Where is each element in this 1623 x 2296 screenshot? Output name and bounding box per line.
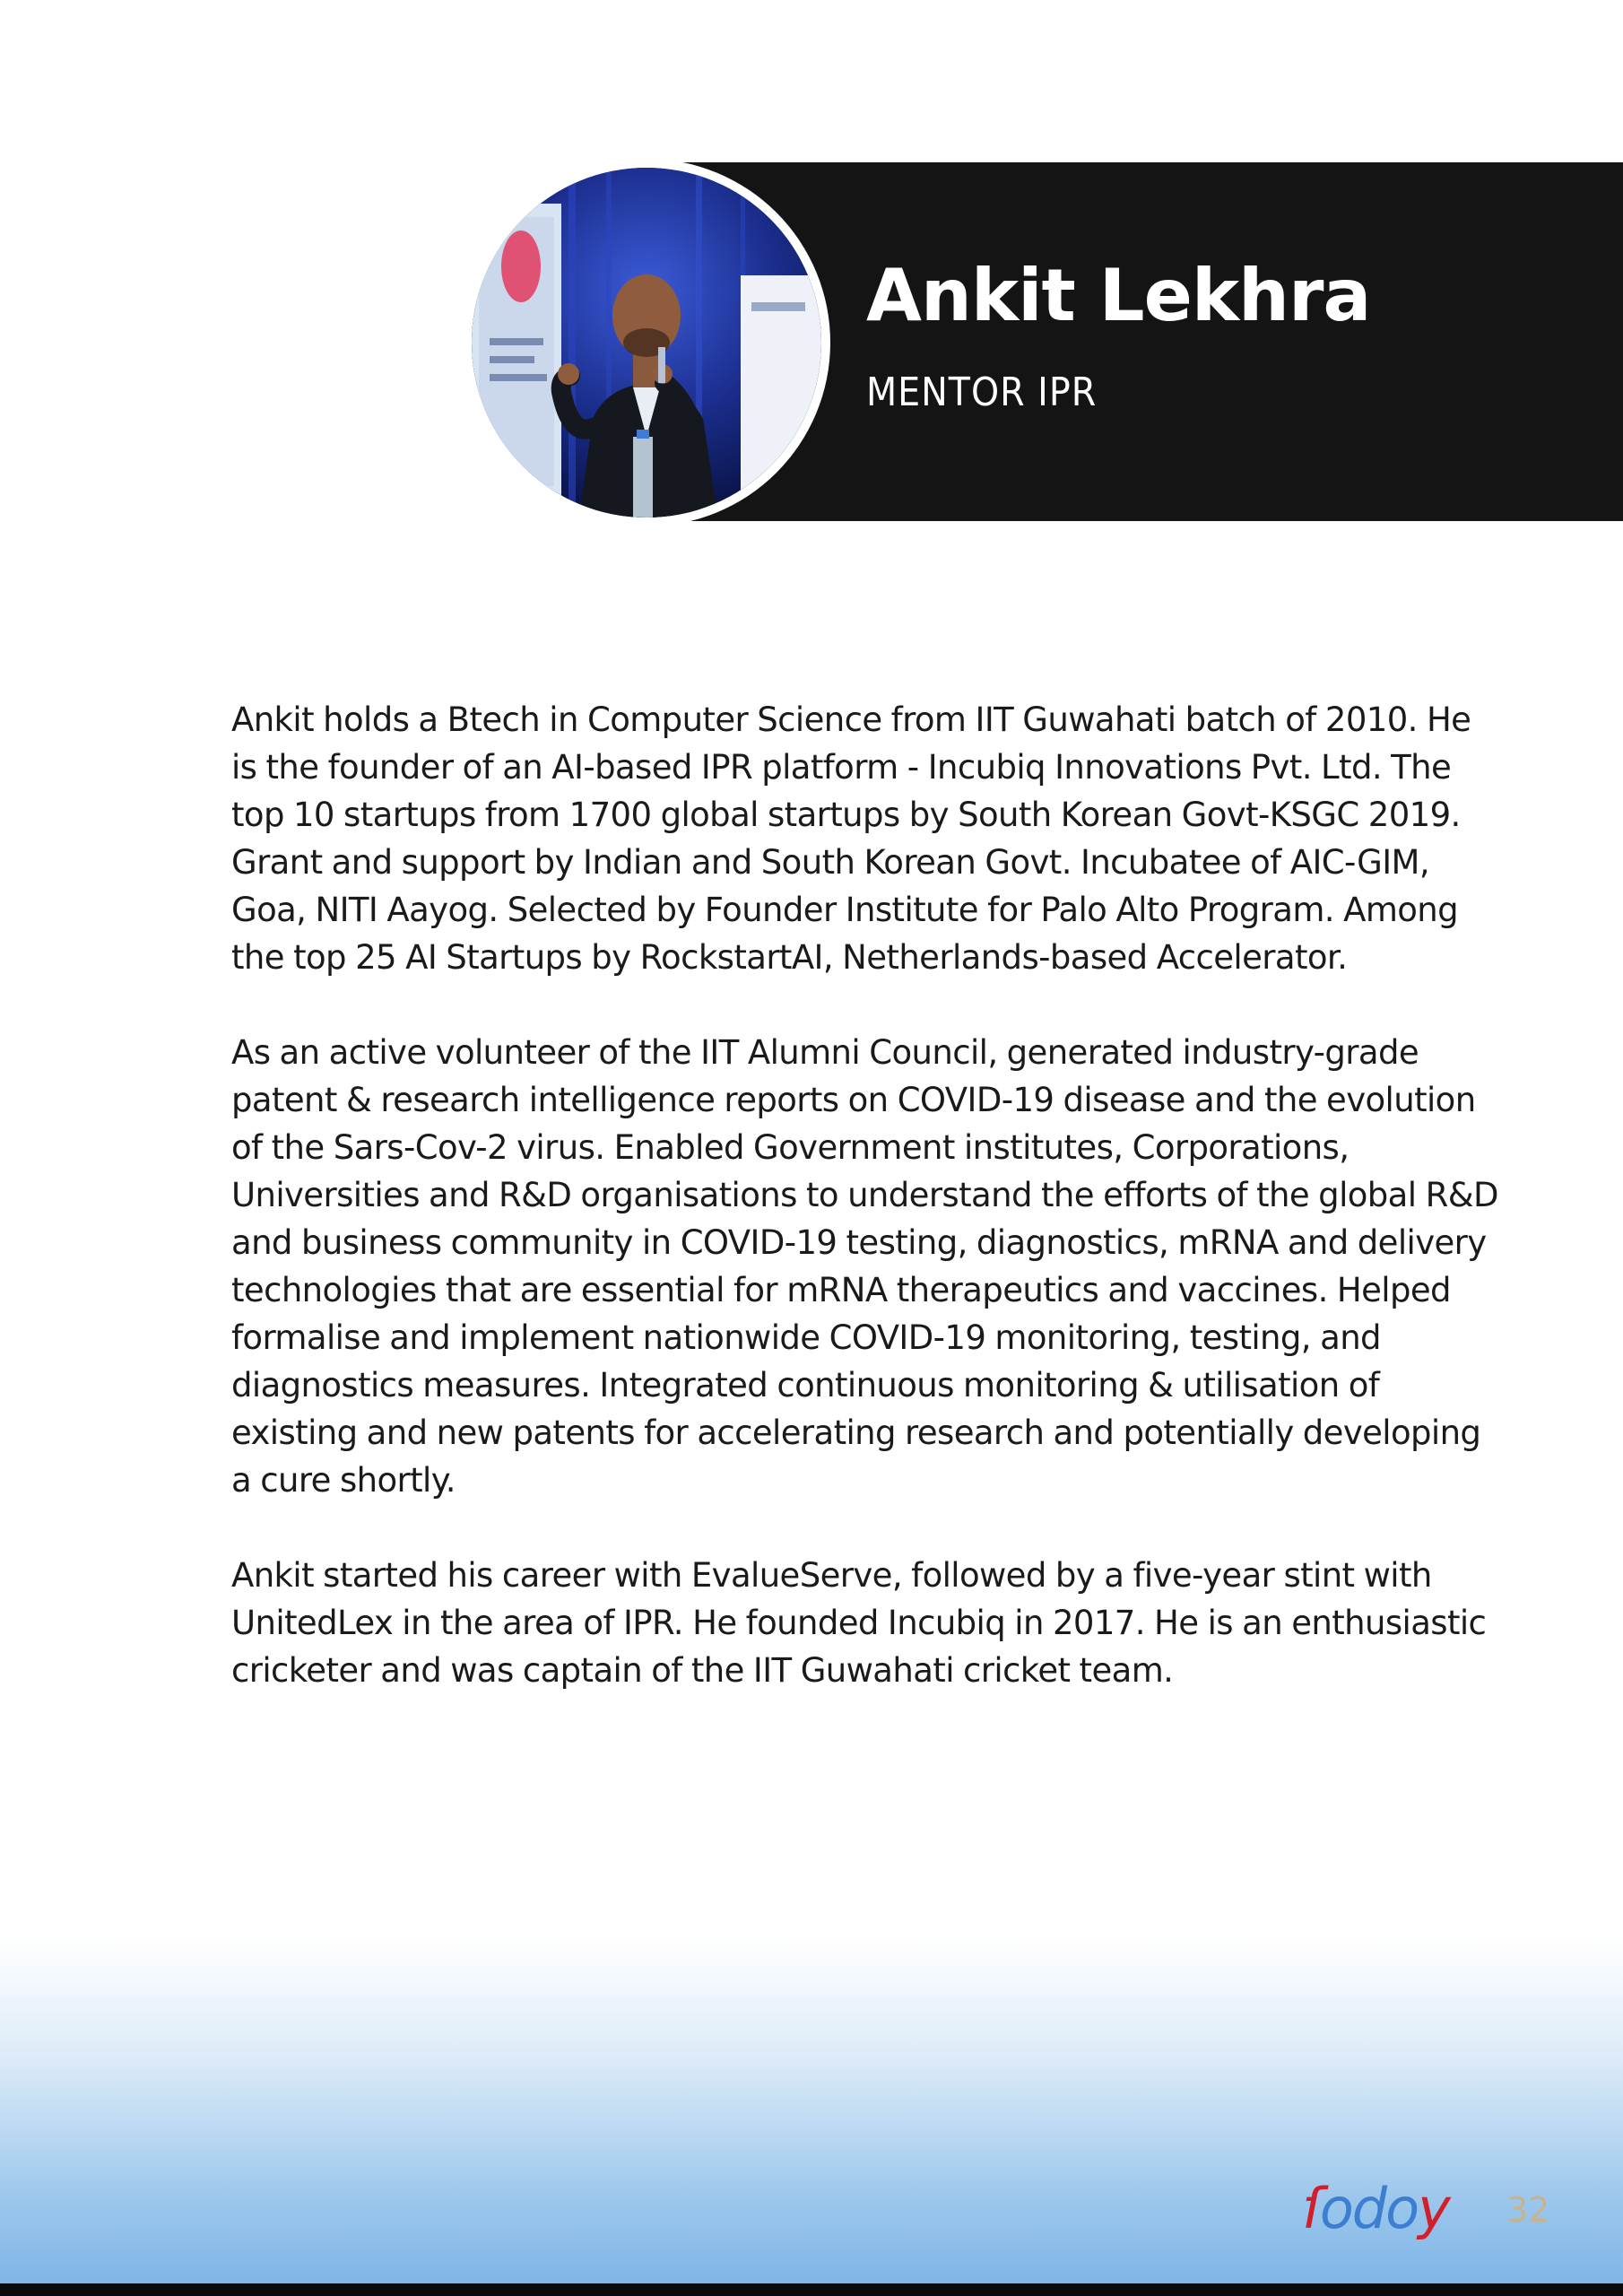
bio-paragraph: Ankit started his career with EvalueServe, followed by a five-year stint with UnitedLex in the area of IPR. He founded Incubiq in 2017. He is an enthusiastic cricketer and was captain of the IIT Guwahati cricket team. [231,1556,1487,1690]
page-number: 32 [1506,2190,1550,2230]
footer-bar [0,2283,1623,2296]
bio-paragraph: As an active volunteer of the IIT Alumni Council, generated industry-grade patent & research intelligence reports on COVID-19 disease and the evolution of the Sars-Cov-2 virus. Enabled Government institutes, Corporations, Universities and R&D organisations to understand the efforts of the global R&D and business community in COVID-19 testing, diagnostics, mRNA and delivery technologies that are essential for mRNA therapeutics and vaccines. Helped formalise and implement nationwide COVID-19 monitoring, testing, and diagnostics measures. Integrated continuous monitoring & utilisation of existing and new patents for accelerating research and potentially developing a cure shortly. [231,1033,1498,1500]
brand-logo-text: odo [1319,2176,1419,2241]
profile-photo [472,168,821,517]
profile-photo-illustration [472,168,821,517]
bio-paragraph: Ankit holds a Btech in Computer Science from IIT Guwahati batch of 2010. He is the founder of an AI-based IPR platform - Incubiq Innovations Pvt. Ltd. The top 10 startups from 1700 global startups by South Korean Govt-KSGC 2019. Grant and support by Indian and South Korean Govt. Incubatee of AIC-GIM, Goa, NITI Aayog. Selected by Founder Institute for Palo Alto Program. Among the top 25 AI Startups by RockstartAI, Netherlands-based Accelerator. [231,700,1471,977]
mentor-role: MENTOR IPR [866,370,1098,415]
brand-logo-tail: y [1418,2176,1449,2241]
mentor-name: Ankit Lekhra [866,254,1371,337]
bio-section [231,696,1505,1694]
brand-logo-mark: ſ [1302,2176,1320,2241]
brand-logo [1302,2175,1449,2243]
